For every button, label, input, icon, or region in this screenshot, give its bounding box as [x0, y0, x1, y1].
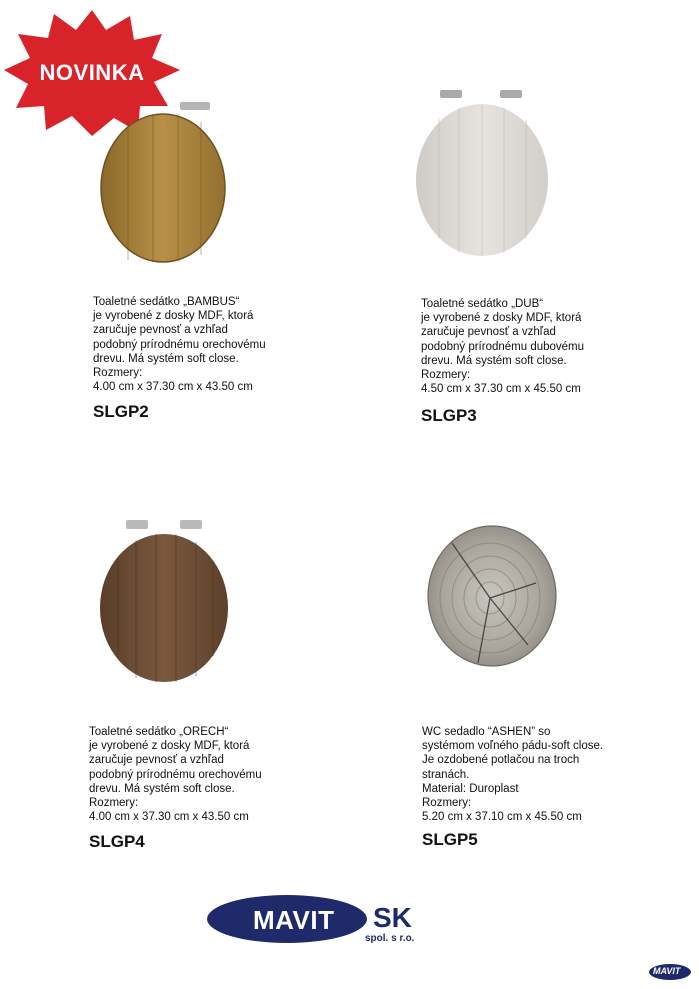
small-mavit-logo — [648, 963, 696, 981]
small-logo-text: MAVIT — [653, 966, 681, 976]
product-description: Toaletné sedátko „BAMBUS“ je vyrobené z dosky MDF, ktorá zaručuje pevnosť a vzhľad podobný prírodnému orechovému drevu. Má systém soft close. Rozmery: 4.00 cm x 37.30 cm x 43.50 cm — [93, 296, 266, 394]
product-code: SLGP2 — [93, 402, 149, 421]
product-code: SLGP5 — [422, 830, 478, 849]
product-image-ashen — [424, 523, 560, 674]
product-code: SLGP4 — [89, 832, 145, 851]
product-image-bambus — [98, 100, 228, 270]
logo-subtitle: spol. s r.o. — [365, 933, 415, 944]
mavit-logo — [205, 893, 445, 951]
product-code: SLGP3 — [421, 406, 477, 425]
product-description: Toaletné sedátko „ORECH“ je vyrobené z dosky MDF, ktorá zaručuje pevnosť a vzhľad podobný prírodnému orechovému drevu. Má systém soft close. Rozmery: 4.00 cm x 37.30 cm x 43.50 cm — [89, 726, 262, 824]
product-description: WC sedadlo “ASHEN” so systémom voľného pádu-soft close. Je ozdobené potlačou na troch stranách. Material: Duroplast Rozmery: 5.20 cm x 37.10 cm x 45.50 cm — [422, 726, 604, 824]
product-description: Toaletné sedátko „DUB“ je vyrobené z dosky MDF, ktorá zaručuje pevnosť a vzhľad podobný prírodnému dubovému drevu. Má systém soft close. Rozmery: 4.50 cm x 37.30 cm x 45.50 cm — [421, 298, 585, 396]
badge-label: NOVINKA — [39, 60, 145, 85]
logo-main-text: MAVIT — [253, 905, 335, 935]
product-image-orech — [96, 518, 232, 691]
product-image-dub — [414, 88, 554, 265]
logo-suffix: SK — [373, 902, 412, 933]
